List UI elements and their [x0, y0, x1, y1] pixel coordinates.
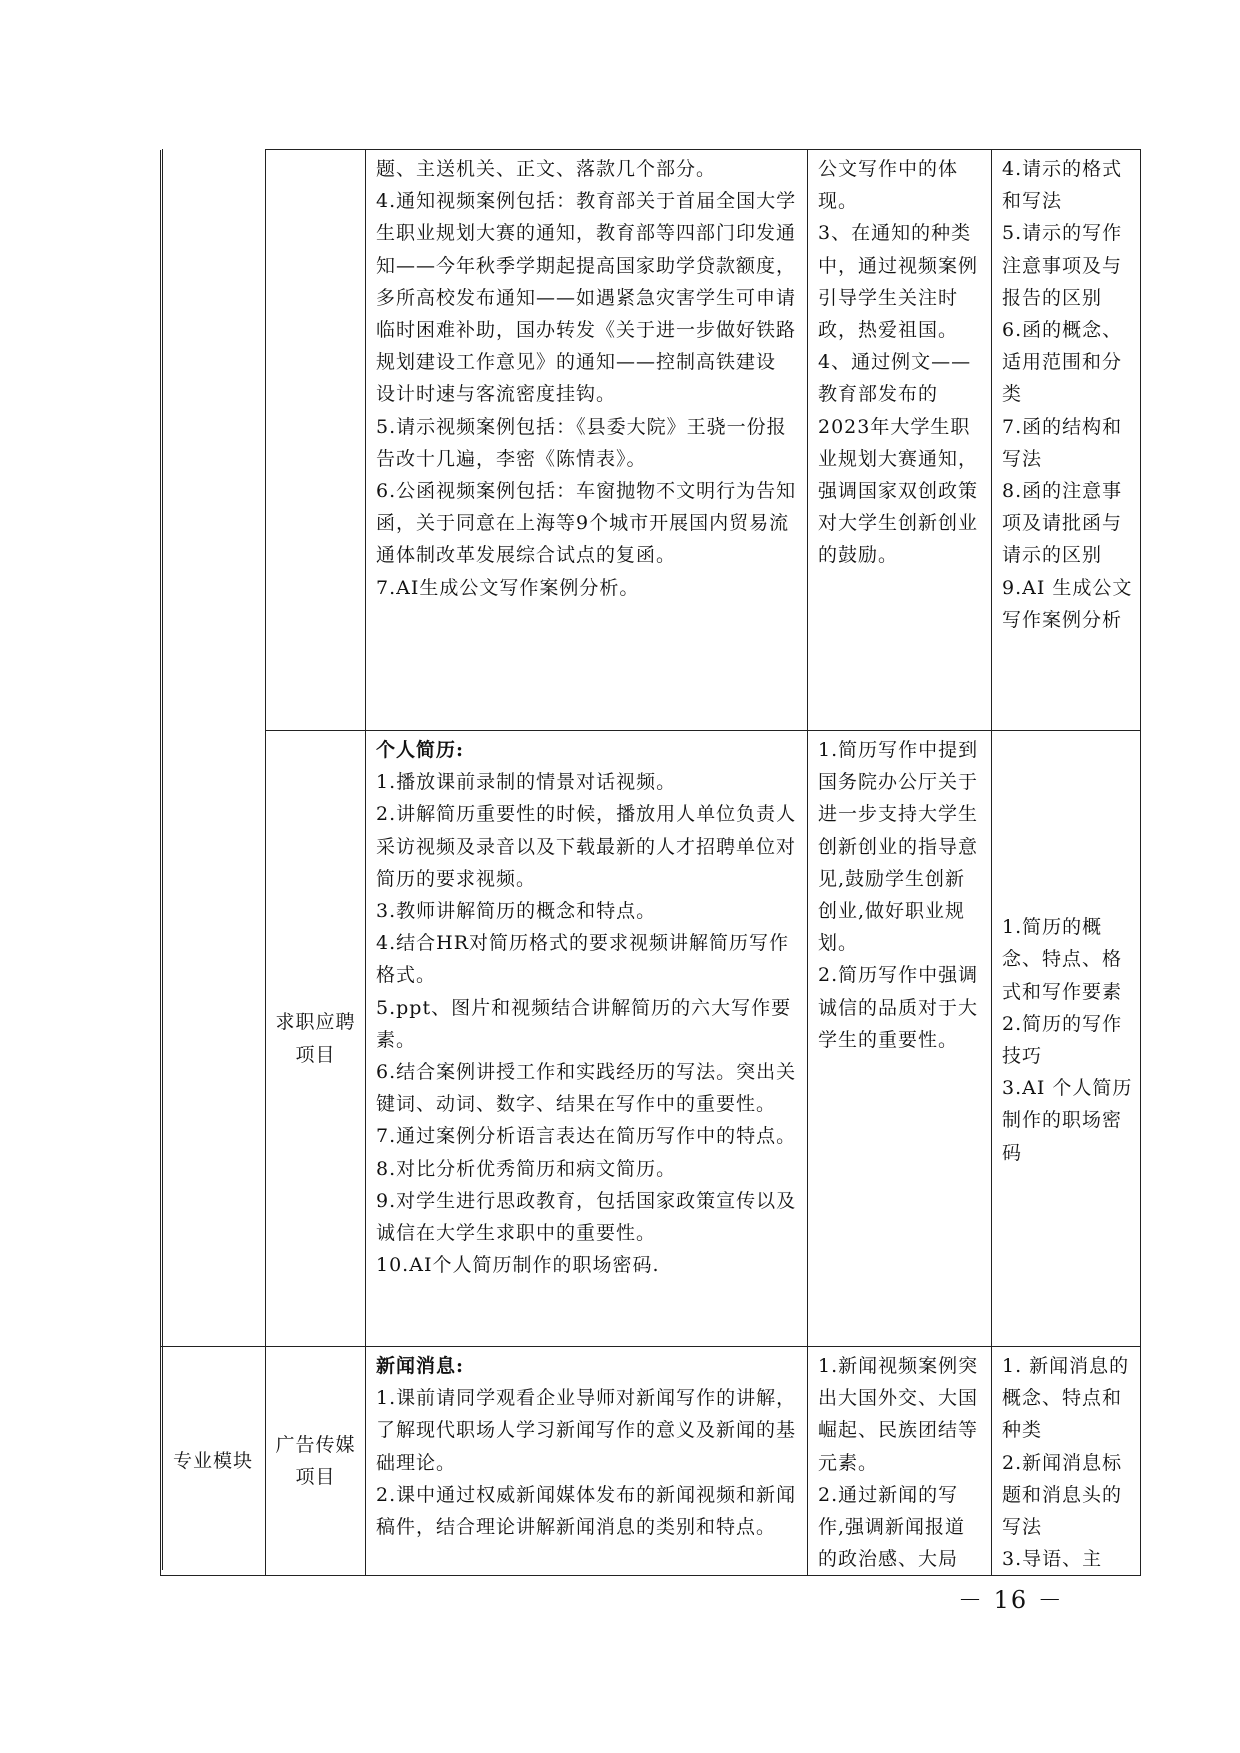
table-row-advertising-media [161, 1347, 1141, 1576]
key-point: 1.简历的概念、特点、格式和写作要素 [1002, 916, 1123, 1003]
teaching-content-cell [366, 731, 808, 1347]
content-line: 2.讲解简历重要性的时候，播放用人单位负责人采访视频及录音以及下载最新的人才招聘单位对简历的要求视频。 [376, 803, 797, 890]
key-point: 2.简历的写作技巧 [1002, 1012, 1123, 1067]
key-points-cell [992, 1347, 1141, 1576]
content-title: 新闻消息: [376, 1355, 465, 1377]
ideology-cell [808, 731, 992, 1347]
content-line: 4.结合HR对简历格式的要求视频讲解简历写作格式。 [376, 932, 790, 987]
module-cell-continued [161, 150, 266, 1347]
key-point: 8.函的注意事项及请批函与请示的区别 [1002, 480, 1123, 567]
ideology-line: 公文写作中的体现。 [818, 158, 959, 213]
module-cell: 专业模块 [161, 1347, 266, 1576]
ideology-line: 2.通过新闻的写作,强调新闻报道的政治感、大局 [818, 1483, 966, 1571]
key-points-cell [992, 731, 1141, 1347]
ideology-line: 2.简历写作中强调诚信的品质对于大学生的重要性。 [818, 964, 979, 1051]
ideology-line: 3、在通知的种类中，通过视频案例引导学生关注时政，热爱祖国。 [818, 222, 979, 342]
ideology-line: 1.简历写作中提到国务院办公厅关于进一步支持大学生创新创业的指导意见,鼓励学生创新创业,做好职业规划。 [818, 739, 979, 955]
content-line: 1.播放课前录制的情景对话视频。 [376, 771, 677, 794]
content-line: 9.对学生进行思政教育，包括国家政策宣传以及诚信在大学生求职中的重要性。 [376, 1189, 797, 1245]
key-point: 7.函的结构和写法 [1002, 415, 1123, 470]
page-number: － 16 － [958, 1586, 1064, 1614]
ideology-cell [808, 1347, 992, 1576]
key-point: 1. 新闻消息的概念、特点和种类 [1002, 1355, 1130, 1442]
content-line: 6.公函视频案例包括：车窗抛物不文明行为告知函，关于同意在上海等9个城市开展国内贸易流通体制改革发展综合试点的复函。 [376, 480, 797, 567]
teaching-content-cell [366, 150, 808, 731]
key-point: 3.导语、主 [1002, 1548, 1103, 1571]
content-line: 2.课中通过权威新闻媒体发布的新闻视频和新闻稿件，结合理论讲解新闻消息的类别和特点。 [376, 1483, 797, 1539]
project-cell: 求职应聘项目 [266, 731, 366, 1347]
content-line: 5.请示视频案例包括：《县委大院》王骁一份报告改十几遍，李密《陈情表》。 [376, 415, 787, 470]
key-point: 5.请示的写作注意事项及与报告的区别 [1002, 222, 1123, 309]
teaching-content-cell [366, 1347, 808, 1576]
content-line: 题、主送机关、正文、落款几个部分。 [376, 158, 717, 180]
content-line: 6.结合案例讲授工作和实践经历的写法。突出关键词、动词、数字、结果在写作中的重要性。 [376, 1061, 797, 1116]
content-line: 1.课前请同学观看企业导师对新闻写作的讲解，了解现代职场人学习新闻写作的意义及新闻的基础理论。 [376, 1387, 797, 1474]
content-line: 5.ppt、图片和视频结合讲解简历的六大写作要素。 [376, 996, 792, 1051]
key-point: 9.AI 生成公文写作案例分析 [1002, 576, 1133, 631]
content-line: 7.通过案例分析语言表达在简历写作中的特点。 [376, 1125, 797, 1148]
key-point: 3.AI 个人简历制作的职场密码 [1002, 1077, 1133, 1164]
key-points-cell [992, 150, 1141, 731]
ideology-line: 1.新闻视频案例突出大国外交、大国崛起、民族团结等元素。 [818, 1355, 979, 1474]
content-line: 10.AI个人简历制作的职场密码. [376, 1254, 660, 1277]
content-line: 4.通知视频案例包括：教育部关于首届全国大学生职业规划大赛的通知，教育部等四部门印发通知——今年秋季学期起提高国家助学贷款额度，多所高校发布通知——如遇紧急灾害学生可申请临时困难补助，国办转发《关于进一步做好铁路规划建设工作意见》的通知——控制高铁建设 设计时速与客流密度挂钩。 [376, 190, 797, 406]
curriculum-table [160, 149, 1141, 1576]
table-row-job-application [161, 731, 1141, 1347]
ideology-line: 4、通过例文——教育部发布的2023年大学生职业规划大赛通知，强调国家双创政策对大学生创新创业的鼓励。 [818, 351, 979, 567]
project-cell: 广告传媒项目 [266, 1347, 366, 1576]
ideology-cell [808, 150, 992, 731]
content-title: 个人简历: [376, 739, 465, 761]
project-cell-continued [266, 150, 366, 731]
content-line: 7.AI生成公文写作案例分析。 [376, 576, 640, 599]
table-row-official-docs [161, 150, 1141, 731]
key-point: 6.函的概念、适用范围和分类 [1002, 319, 1123, 406]
content-line: 3.教师讲解简历的概念和特点。 [376, 900, 657, 923]
content-line: 8.对比分析优秀简历和病文简历。 [376, 1157, 677, 1180]
key-point: 2.新闻消息标题和消息头的写法 [1002, 1451, 1123, 1539]
key-point: 4.请示的格式和写法 [1002, 158, 1123, 213]
